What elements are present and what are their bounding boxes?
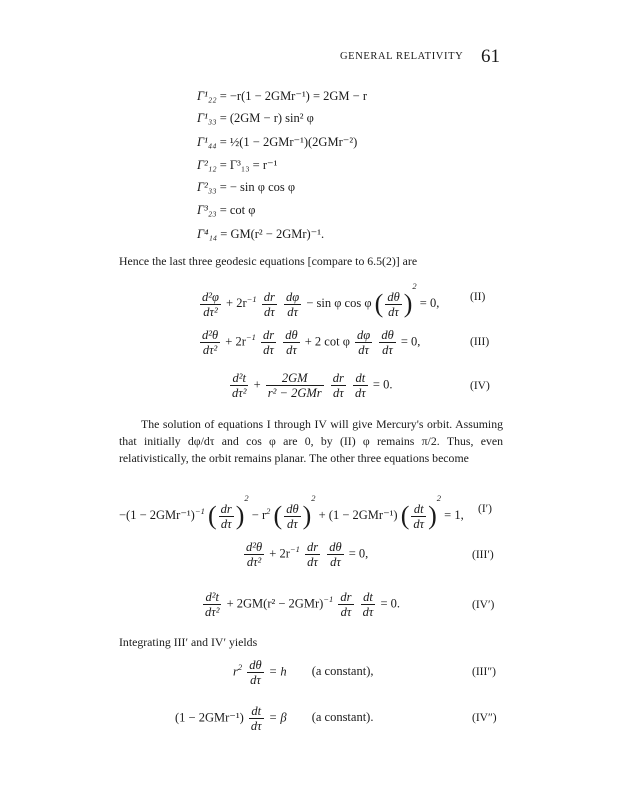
christoffel-line: Γ¹₂₂ = −r(1 − 2GMr⁻¹) = 2GM − r xyxy=(197,89,368,103)
equation-label-IV-double-prime: (IV″) xyxy=(472,712,497,724)
equation-IV-prime: $\frac{\text{d²t}}{\text{dτ²}}$ + $2GM(r^2 - 2GMr)^{-1}$ $\frac{dr}{d\tau}$ $\frac{dt}{d\tau}$ = 0. xyxy=(205,590,401,619)
equation-label-I-prime: (I′) xyxy=(478,503,493,515)
running-header xyxy=(330,46,500,68)
equation-label-III-prime: (III′) xyxy=(472,549,494,561)
equation-IV-double-prime: (1 − 2GMr⁻¹) $\frac{dt}{d\tau}$ = β (a constant). xyxy=(175,704,374,733)
equation-label-II: (II) xyxy=(470,291,486,303)
equation-II: $\frac{\text{d²φ}}{\text{dτ²}}$ + $2r^{-1}$ $\frac{dr}{d\tau}$ $\frac{d\varphi}{d\tau}$ − sin φ cos φ ( $\frac{d\theta}{d\tau}$ )$^2$ = 0, xyxy=(202,281,440,319)
equation-label-III: (III) xyxy=(470,336,490,348)
equation-IV: $\frac{\text{d²t}}{\text{dτ²}}$ + $\frac{2GM}{\text{r² − 2GMr}}$ $\frac{dr}{d\tau}$ $\frac{dt}{d\tau}$ = 0. xyxy=(232,371,393,400)
equation-III-prime: $\frac{\text{d²θ}}{\text{dτ²}}$ + $2r^{-1}$ $\frac{dr}{d\tau}$ $\frac{d\theta}{d\tau}$ = 0, xyxy=(246,540,369,569)
paragraph-geodesic-intro: Hence the last three geodesic equations [compare to 6.5(2)] are xyxy=(119,254,418,268)
equation-label-IV: (IV) xyxy=(470,380,490,392)
christoffel-line: Γ²₁₂ = Γ³₁₃ = r⁻¹ xyxy=(197,158,278,172)
christoffel-line: Γ¹₃₃ = (2GM − r) sin² φ xyxy=(197,111,314,125)
equation-label-IV-prime: (IV′) xyxy=(472,599,495,611)
christoffel-line: Γ³₂₃ = cot φ xyxy=(197,203,256,217)
equation-I-prime: $-(1 - 2GMr^{-1})^{-1}$ ( $\frac{dr}{d\tau}$ )$^2 - r^2$ ( $\frac{d\theta}{d\tau}$ )$^2$ + (1 − 2GMr⁻¹) ( $\frac{dt}{d\tau}$ )$^2$ = 1, xyxy=(119,493,464,531)
equation-label-III-double-prime: (III″) xyxy=(472,666,496,678)
running-title: GENERAL RELATIVITY xyxy=(340,51,464,62)
christoffel-line: Γ¹₄₄ = ½(1 − 2GMr⁻¹)(2GMr⁻²) xyxy=(197,135,358,149)
paragraph-mercury-orbit: The solution of equations I through IV will give Mercury's orbit. Assuming that initially dφ/dτ and cos φ are 0, by (II) φ remains π/2. Thus, even relativistically, the orbit remains planar. The other three equations become xyxy=(119,417,503,465)
equation-III-double-prime: $r^2$ $\frac{d\theta}{d\tau}$ = h (a constant), xyxy=(233,658,374,687)
christoffel-line: Γ⁴₁₄ = GM(r² − 2GMr)⁻¹. xyxy=(197,227,325,241)
equation-III: $\frac{\text{d²θ}}{\text{dτ²}}$ + $2r^{-1}$ $\frac{dr}{d\tau}$ $\frac{d\theta}{d\tau}$ + 2 cot φ $\frac{d\varphi}{d\tau}$ $\frac{d\theta}{d\tau}$ = 0, xyxy=(202,328,421,357)
page-number: 61 xyxy=(481,46,500,67)
paragraph-integrating: Integrating III′ and IV′ yields xyxy=(119,635,258,649)
christoffel-line: Γ²₃₃ = − sin φ cos φ xyxy=(197,180,296,194)
